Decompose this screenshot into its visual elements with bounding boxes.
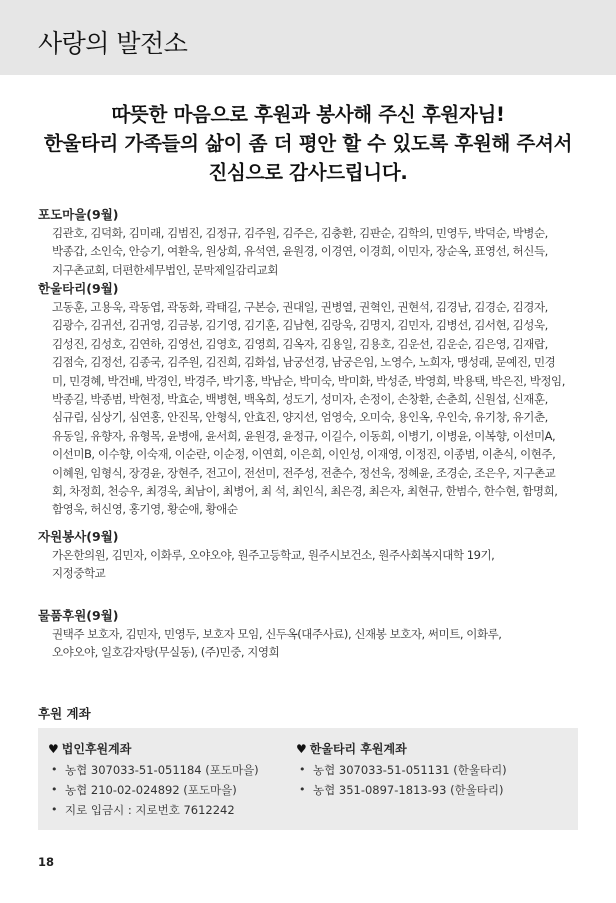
donor-list — [38, 224, 578, 279]
account-box — [38, 728, 578, 830]
thank-you-line: 따뜻한 마음으로 후원과 봉사해 주신 후원자님! — [111, 103, 505, 126]
section-title: 포도마을(9월) — [38, 207, 119, 222]
donor-line: 함영욱, 허신영, 홍기영, 황순애, 황애순 — [52, 502, 238, 517]
corporate-account-column — [48, 740, 259, 820]
account-item — [296, 760, 507, 780]
donor-line: 고동훈, 고용욱, 곽동엽, 곽동화, 곽태길, 구본승, 권대일, 권병열, 권혁인, 권현석, 김경남, 김경순, 김경자, — [52, 300, 548, 314]
section-title: 자원봉사(9월) — [38, 529, 119, 544]
heart-icon: ♥ — [296, 742, 307, 756]
page-number: 18 — [38, 855, 55, 869]
section-title: 한울타리(9월) — [38, 281, 119, 296]
volunteer-line: 가온한의원, 김민자, 이화루, 오야오야, 원주고등학교, 원주시보건소, 원주사회복지대학 19기, — [52, 548, 495, 562]
thank-you-message — [20, 100, 596, 187]
bullet-icon: • — [299, 783, 306, 796]
account-column-label: 한울타리 후원계좌 — [309, 742, 407, 756]
donor-line: 김성진, 김성호, 김연하, 김영선, 김영호, 김영희, 김옥자, 김용일, 김용호, 김운선, 김운순, 김은영, 김재랍, — [52, 336, 548, 351]
account-item-text: 농협 210-02-024892 (포도마을) — [65, 783, 237, 797]
bullet-icon: • — [51, 803, 58, 816]
donor-line: 이선미B, 이수향, 이숙재, 이순란, 이순정, 이연희, 이은희, 이인성, 이재영, 이정진, 이종범, 이춘식, 이현주, — [52, 447, 556, 462]
donor-line: 김점숙, 김정선, 김종국, 김주원, 김진희, 김화섭, 남궁선경, 남궁은임, 노영수, 노희자, 맹성래, 문예진, 민경 — [52, 355, 556, 370]
goods-donor-list — [38, 625, 578, 662]
account-item — [48, 760, 259, 780]
account-item — [296, 780, 507, 800]
donor-line: 이혜원, 임형식, 장경윤, 장현주, 전고이, 전선미, 전주성, 전춘수, 정선욱, 정혜윤, 조경순, 조은우, 지구촌교 — [52, 465, 556, 480]
donor-line: 김광수, 김귀선, 김귀영, 김금봉, 김기영, 김기훈, 김남현, 김랑욱, 김명지, 김민자, 김병선, 김서현, 김성욱, — [52, 318, 548, 333]
donor-line: 박종길, 박종범, 박현정, 박효순, 백병현, 백옥희, 성도기, 성미자, 손정이, 손창환, 손춘희, 신원섭, 신재훈, — [52, 392, 548, 407]
goods-donor-line: 권택주 보호자, 김민자, 민영두, 보호자 모임, 신두옥(대주사료), 신재봉 보호자, 써미트, 이화루, — [52, 627, 502, 641]
donor-line: 미, 민경혜, 박건배, 박경인, 박경주, 박기홍, 박남순, 박미숙, 박미화, 박성준, 박영희, 박용택, 박은진, 박정임, — [52, 373, 565, 388]
bullet-icon: • — [299, 763, 306, 776]
account-item-text: 농협 351-0897-1813-93 (한울타리) — [313, 783, 504, 797]
account-item — [48, 780, 259, 800]
account-column-title — [296, 740, 507, 758]
donor-section-hanultari — [38, 280, 578, 519]
volunteer-section — [38, 528, 578, 583]
donor-line: 박종갑, 소인숙, 안승기, 여환욱, 원상희, 유석연, 윤원경, 이경연, 이경희, 이민자, 장순옥, 표영선, 허신득, — [52, 244, 548, 259]
thank-you-line: 한울타리 가족들의 삶이 좀 더 평안 할 수 있도록 후원해 주셔서 — [43, 132, 573, 155]
donor-list — [38, 298, 578, 519]
account-list — [48, 760, 259, 820]
section-title: 물품후원(9월) — [38, 608, 119, 623]
goods-donor-line: 오야오야, 일호감자탕(무실동), (주)민중, 지영희 — [52, 645, 280, 660]
goods-donation-section — [38, 607, 578, 662]
donor-section-podo — [38, 206, 578, 279]
account-heading: 후원 계좌 — [38, 706, 91, 721]
page-header — [0, 0, 616, 75]
account-item — [48, 800, 259, 820]
volunteer-list — [38, 546, 578, 583]
bullet-icon: • — [51, 763, 58, 776]
bullet-icon: • — [51, 783, 58, 796]
page-title: 사랑의 발전소 — [38, 29, 188, 58]
heart-icon: ♥ — [48, 742, 59, 756]
donor-line: 지구촌교회, 더편한세무법인, 문막제일감리교회 — [52, 262, 278, 277]
account-list — [296, 760, 507, 800]
donor-line: 심규림, 심상기, 심연홍, 안진목, 안형식, 안효진, 양지선, 엄영숙, 오미숙, 용인옥, 우인숙, 유기창, 유기춘, — [52, 410, 548, 425]
donor-line: 회, 차정희, 천승우, 최경욱, 최남이, 최병어, 최 석, 최인식, 최은경, 최은자, 최현규, 한범수, 한수현, 함명희, — [52, 484, 558, 499]
hanultari-account-column — [296, 740, 507, 800]
account-item-text: 농협 307033-51-051131 (한울타리) — [313, 763, 507, 777]
account-column-title — [48, 740, 259, 758]
donor-line: 유동일, 유향자, 유형목, 윤병애, 윤서희, 윤원경, 윤정규, 이길수, 이동희, 이병기, 이병윤, 이복향, 이선미A, — [52, 428, 556, 443]
thank-you-line: 진심으로 감사드립니다. — [208, 161, 408, 184]
account-item-text: 지로 입금시 : 지로번호 7612242 — [65, 803, 235, 817]
volunteer-line: 지정중학교 — [52, 566, 106, 581]
donor-line: 김관호, 김덕화, 김미래, 김범진, 김정규, 김주원, 김주은, 김충환, 김판순, 김학의, 민영두, 박덕순, 박병순, — [52, 226, 548, 240]
account-column-label: 법인후원계좌 — [61, 742, 132, 756]
account-item-text: 농협 307033-51-051184 (포도마을) — [65, 763, 259, 777]
